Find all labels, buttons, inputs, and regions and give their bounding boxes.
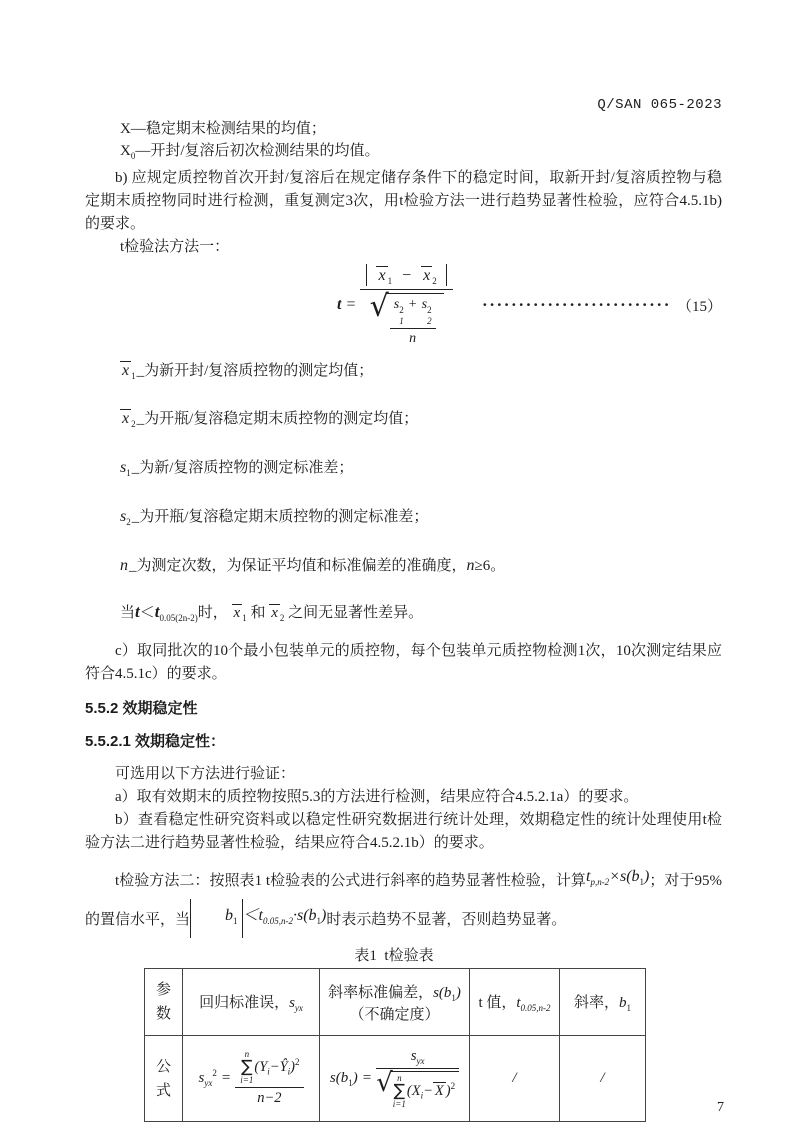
x-bar: X <box>434 1083 444 1100</box>
radical-sign: √ <box>369 289 389 325</box>
x2-bar: x <box>122 409 130 427</box>
header-slope-std-deviation: 斜率标准偏差，$s(b_1)$ （不确定度） <box>320 969 470 1036</box>
x-mean-definition: X—稳定期末检测结果的均值； <box>120 121 326 137</box>
inner-denominator: n <box>409 330 417 346</box>
t-test-table <box>144 968 646 1122</box>
radicand: n ∑ i=1 ($X_i- X$ )$^2$ <box>390 1071 459 1109</box>
slope-cell: / <box>560 1036 646 1122</box>
definition-s2: $s_2\_$为开瓶/复溶稳定期末质控物的测定标准差； <box>120 507 429 527</box>
text: 和 <box>250 604 266 621</box>
fraction-numerator: n ∑ i=1 $(Y_i-Ŷ_i)^2$ <box>235 1050 303 1088</box>
text: 时表示趋势不显著，否则趋势显著。 <box>326 912 567 929</box>
header-slope: 斜率，$b_1$ <box>560 969 646 1036</box>
fraction <box>376 1048 459 1109</box>
math-sub: 2 <box>432 276 437 287</box>
fraction-denominator <box>360 290 452 347</box>
math-sub: 2 <box>279 612 285 623</box>
definition-n: n_为测定次数，为保证平均值和标准偏差的准确度，n≥6。 <box>120 556 506 574</box>
definition-text: ≥6。 <box>474 557 506 574</box>
square-root: √ n ∑ i=1 ($X_i- X$ )$^2$ <box>376 1071 459 1109</box>
math-sub: 0.05(2n-2) <box>159 612 198 623</box>
inline-formula-tpn2-sb1: $t_{p,n-2}\times s(b_1)$ <box>585 867 650 888</box>
math-var: t <box>154 601 160 621</box>
inline-formula-b1-threshold: $b_1 <t_{0.05,n-2}\cdot s(b_1)$ <box>190 907 326 924</box>
x2-bar: x <box>271 604 278 621</box>
absolute-value <box>366 264 446 286</box>
sb1-formula-cell: $s(b_1)$ = $s_{yx}$ √ n ∑ i=1 ($X_i- X$ )$^2$ <box>320 1036 470 1122</box>
x1-bar: x <box>378 267 386 284</box>
square-root <box>369 289 444 347</box>
t-test-formula-1 <box>337 264 453 347</box>
formula-row-label: 公式 <box>145 1036 183 1122</box>
x2-bar: x <box>423 267 431 284</box>
fraction <box>235 1050 303 1107</box>
text: t检验方法二：按照表1 t检验表的公式进行斜率的趋势显著性检验，计算 <box>115 872 586 889</box>
summation: n ∑ i=1 <box>392 1073 406 1110</box>
fraction-numerator <box>360 264 452 290</box>
paragraph-b: b) 应规定质控物首次开封/复溶后在规定储存条件下的稳定时间，取新开封/复溶质控物与稳定期末质控物同时进行检测，重复测定3次，用t检验方法一进行趋势显著性检验，应符合4.5.1b)的要求。 <box>85 170 722 232</box>
math-operator: = <box>346 296 356 314</box>
x1-bar: x <box>233 604 241 621</box>
definition-text: _为新开封/复溶质控物的测定均值； <box>136 362 374 379</box>
math-sub: 1 <box>126 467 131 478</box>
math-sub: 1 <box>387 276 393 287</box>
inner-fraction <box>390 297 436 347</box>
summation: n ∑ i=1 <box>240 1049 254 1086</box>
header-regression-std-error: 回归标准误，$s_{yx}$ <box>183 969 320 1036</box>
definition-text: _为测定次数，为保证平均值和标准偏差的准确度， <box>129 557 467 574</box>
definition-x1 <box>120 361 722 387</box>
math-operator: ＜ <box>242 907 259 925</box>
math-sub: 2 <box>131 418 136 429</box>
math-var: X <box>120 143 131 159</box>
t-condition-line <box>120 599 722 631</box>
header-t-value: t 值，$t_{0.05,n-2}$ <box>470 969 560 1036</box>
equation-number: （15） <box>676 298 722 315</box>
radicand <box>386 293 444 347</box>
math-sub: 1 <box>131 370 136 381</box>
definition-s1: $s_1\_$为新/复溶质控物的测定标准差； <box>120 458 354 478</box>
fraction-denominator <box>376 1069 459 1109</box>
fraction <box>360 264 452 347</box>
item-b: b）查看稳定性研究资料或以稳定性研究数据进行统计处理，效期稳定性的统计处理使用t检验方法二进行趋势显著性检验，结果应符合4.5.2.1b）的要求。 <box>85 811 722 851</box>
syx-formula-cell: $s_{yx}^2$ = n ∑ i=1 $(Y_i-Ŷ_i)^2$ n−2 <box>183 1036 320 1122</box>
math-sub: 1 <box>242 612 247 623</box>
fraction-denominator: n−2 <box>257 1090 282 1107</box>
math-sub: 2 <box>126 516 131 527</box>
variable-definitions <box>85 361 722 577</box>
definition-x2 <box>120 409 722 435</box>
t-value-cell: / <box>470 1036 560 1122</box>
x0-mean-definition <box>120 140 722 167</box>
inner-numerator: s 2 1 + s 2 2 <box>390 297 436 329</box>
text: 之间无显著性差异。 <box>288 604 424 621</box>
math-operator: ＜ <box>139 604 155 621</box>
math-var: t <box>337 296 342 314</box>
math-operator: + <box>408 297 417 313</box>
absolute-value: $b_1$ <box>190 899 243 938</box>
math-var: t <box>135 601 140 621</box>
sub-sup-stack: 2 1 <box>399 305 404 326</box>
section-heading-552: 5.5.2 效期稳定性 <box>85 699 198 717</box>
fraction-numerator: $s_{yx}$ <box>376 1048 459 1069</box>
page-number: 7 <box>717 1100 724 1115</box>
table-caption: 表1 t检验表 <box>354 948 434 965</box>
definition-text: —开封/复溶后初次检测结果的均值。 <box>135 143 380 159</box>
text: 时， <box>197 604 228 621</box>
dotted-leader: ·························· <box>481 295 671 315</box>
math-operator: · <box>292 907 297 925</box>
text: 当 <box>120 604 136 621</box>
table-header-row <box>145 969 646 1036</box>
header-param: 参数 <box>145 969 183 1036</box>
definition-text: _为开瓶/复溶稳定期末质控物的测定标准差； <box>131 508 429 525</box>
t-test-method-2-paragraph <box>85 860 722 938</box>
text: ；对于95%的置信水平，当 <box>85 872 722 929</box>
sub-sup-stack: 2 2 <box>427 305 432 326</box>
paragraph-c: c）取同批次的10个最小包装单元的质控物，每个包装单元质控物检测1次，10次测定结果应符合4.5.1c）的要求。 <box>85 642 722 682</box>
validation-intro: 可选用以下方法进行验证： <box>115 765 296 782</box>
t-method-1-label: t检验法方法一： <box>120 239 230 255</box>
section-heading-5521: 5.5.2.1 效期稳定性： <box>85 732 226 750</box>
definition-text: _为新/复溶质控物的测定标准差； <box>131 459 354 476</box>
definition-text: _为开瓶/复溶稳定期末质控物的测定均值； <box>136 410 419 427</box>
uncertainty-note: （不确定度） <box>349 1006 440 1023</box>
x1-bar: x <box>122 361 130 379</box>
math-operator: − <box>402 267 412 284</box>
doc-number: Q/SAN 065-2023 <box>597 97 722 113</box>
item-a: a）取有效期末的质控物按照5.3的方法进行检测，结果应符合4.5.2.1a）的要求。 <box>115 788 639 805</box>
table-formula-row <box>145 1036 646 1122</box>
math-sub: 0 <box>130 151 136 161</box>
equation-15-row <box>85 264 722 347</box>
